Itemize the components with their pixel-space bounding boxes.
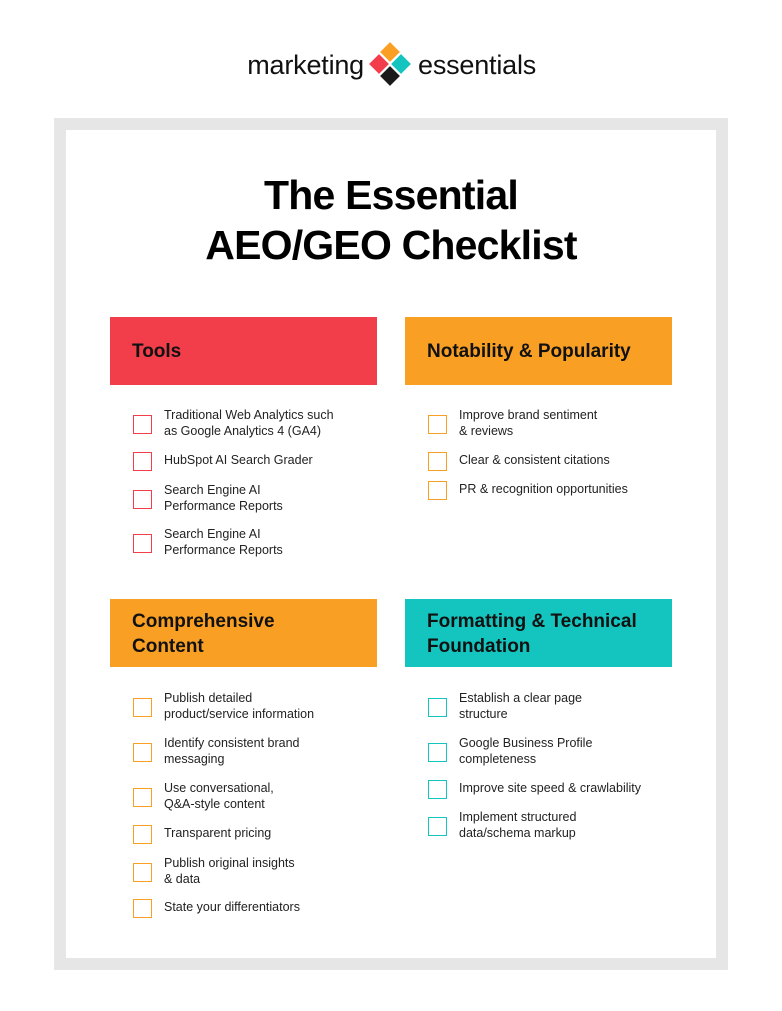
- brand-wordmark-right: essentials: [418, 50, 537, 80]
- section-header-tools: [110, 317, 377, 385]
- section-title-tools: Tools: [132, 341, 182, 362]
- checklist-item-label: Establish a clear page structure: [459, 691, 582, 721]
- checkbox[interactable]: [133, 534, 152, 553]
- checkbox[interactable]: [428, 743, 447, 762]
- checkbox[interactable]: [428, 780, 447, 799]
- checklist-item-label: Improve site speed & crawlability: [459, 781, 642, 795]
- section-title-content-line-1: Comprehensive: [132, 611, 275, 632]
- section-header-formatting: [405, 599, 672, 667]
- section-title-content-line-2: Content: [132, 636, 204, 657]
- checklist-item-label: HubSpot AI Search Grader: [164, 453, 313, 467]
- checkbox[interactable]: [133, 743, 152, 762]
- section-title-notability: Notability & Popularity: [427, 341, 631, 362]
- brand-header: [0, 36, 782, 96]
- checklist-item-label: Improve brand sentiment & reviews: [459, 408, 598, 438]
- checklist-item-label: Search Engine AI Performance Reports: [164, 483, 283, 513]
- section-title-formatting-line-2: Foundation: [427, 636, 531, 657]
- checklist-item-label: Publish original insights & data: [164, 856, 295, 886]
- page-title-line-2: AEO/GEO Checklist: [205, 222, 577, 268]
- checklist-item-label: Google Business Profile completeness: [459, 736, 593, 766]
- checklist-item-label: Use conversational, Q&A-style content: [164, 781, 274, 811]
- checkbox[interactable]: [428, 452, 447, 471]
- checkbox[interactable]: [428, 481, 447, 500]
- page-title-line-1: The Essential: [264, 172, 518, 218]
- checkbox[interactable]: [428, 415, 447, 434]
- checkbox[interactable]: [133, 490, 152, 509]
- brand-wordmark-left: marketing: [247, 50, 364, 80]
- section-header-content: [110, 599, 377, 667]
- checklist-item-label: Identify consistent brand messaging: [164, 736, 300, 766]
- checkbox[interactable]: [133, 452, 152, 471]
- checklist-item-label: Transparent pricing: [164, 826, 272, 840]
- checkbox[interactable]: [133, 415, 152, 434]
- checkbox[interactable]: [133, 863, 152, 882]
- checklist-item-label: PR & recognition opportunities: [459, 482, 628, 496]
- checklist-item-label: State your differentiators: [164, 900, 300, 914]
- checklist-item-label: Traditional Web Analytics such as Google Analytics 4 (GA4): [164, 408, 334, 438]
- section-title-formatting-line-1: Formatting & Technical: [427, 611, 637, 632]
- section-header-notability: [405, 317, 672, 385]
- checklist-item-label: Clear & consistent citations: [459, 453, 610, 467]
- checkbox[interactable]: [133, 698, 152, 717]
- checkbox[interactable]: [133, 788, 152, 807]
- checkbox[interactable]: [428, 817, 447, 836]
- checklist-item-label: Search Engine AI Performance Reports: [164, 527, 283, 557]
- checkbox[interactable]: [428, 698, 447, 717]
- checklist-item-label: Publish detailed product/service information: [164, 691, 315, 721]
- diamond-logo-icon: [366, 42, 414, 90]
- checklist-item-label: Implement structured data/schema markup: [459, 810, 577, 840]
- checkbox[interactable]: [133, 825, 152, 844]
- checkbox[interactable]: [133, 899, 152, 918]
